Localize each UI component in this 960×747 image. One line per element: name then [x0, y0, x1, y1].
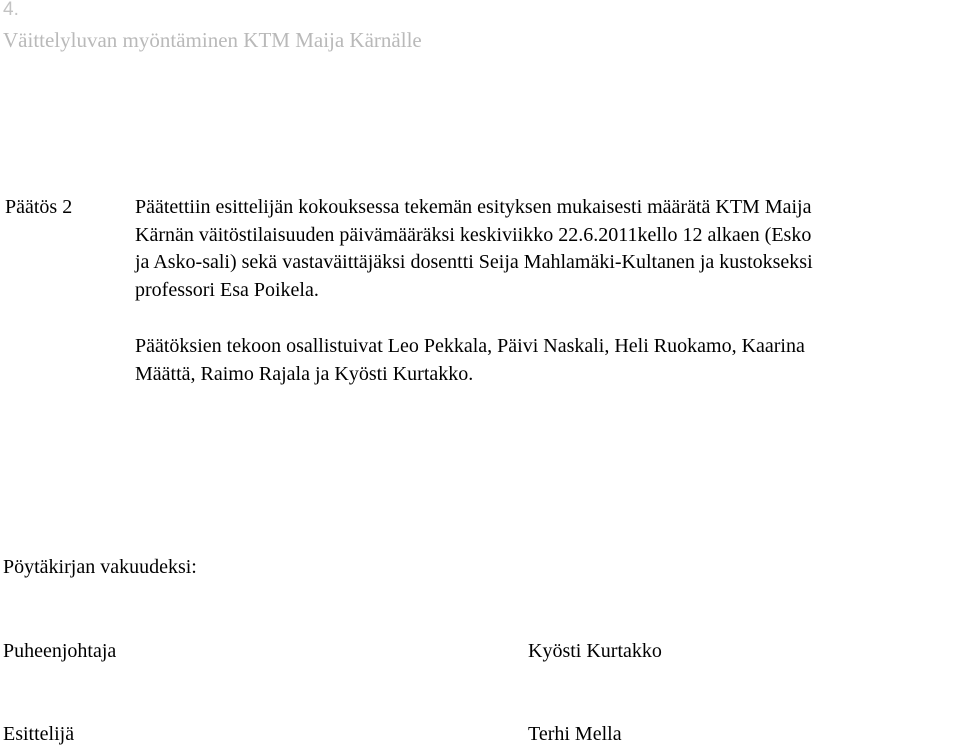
paragraph-line: Kärnän väitöstilaisuuden päivämääräksi keskiviikko 22.6.2011kello 12 alkaen (Esko: [135, 223, 812, 246]
signature-name-chair: Kyösti Kurtakko: [528, 640, 662, 662]
participants-paragraph: [135, 333, 960, 388]
item-title: Väittelyluvan myöntäminen KTM Maija Kärnälle: [3, 28, 422, 52]
decision-label: Päätös 2: [5, 196, 73, 218]
paragraph-line: Määttä, Raimo Rajala ja Kyösti Kurtakko.: [135, 362, 474, 385]
paragraph-line: professori Esa Poikela.: [135, 278, 319, 301]
signature-name-presenter: Terhi Mella: [528, 723, 622, 745]
signature-role-chair: Puheenjohtaja: [3, 640, 117, 662]
item-number: 4.: [3, 0, 19, 20]
minutes-attestation-label: Pöytäkirjan vakuudeksi:: [3, 556, 197, 578]
decision-paragraph: [135, 194, 960, 304]
signature-role-presenter: Esittelijä: [3, 723, 75, 745]
paragraph-line: Päätettiin esittelijän kokouksessa tekemän esityksen mukaisesti määrätä KTM Maija: [135, 196, 812, 218]
paragraph-line: Päätöksien tekoon osallistuivat Leo Pekkala, Päivi Naskali, Heli Ruokamo, Kaarina: [135, 335, 805, 357]
paragraph-line: ja Asko-sali) sekä vastaväittäjäksi dosentti Seija Mahlamäki-Kultanen ja kustokseksi: [135, 251, 813, 273]
